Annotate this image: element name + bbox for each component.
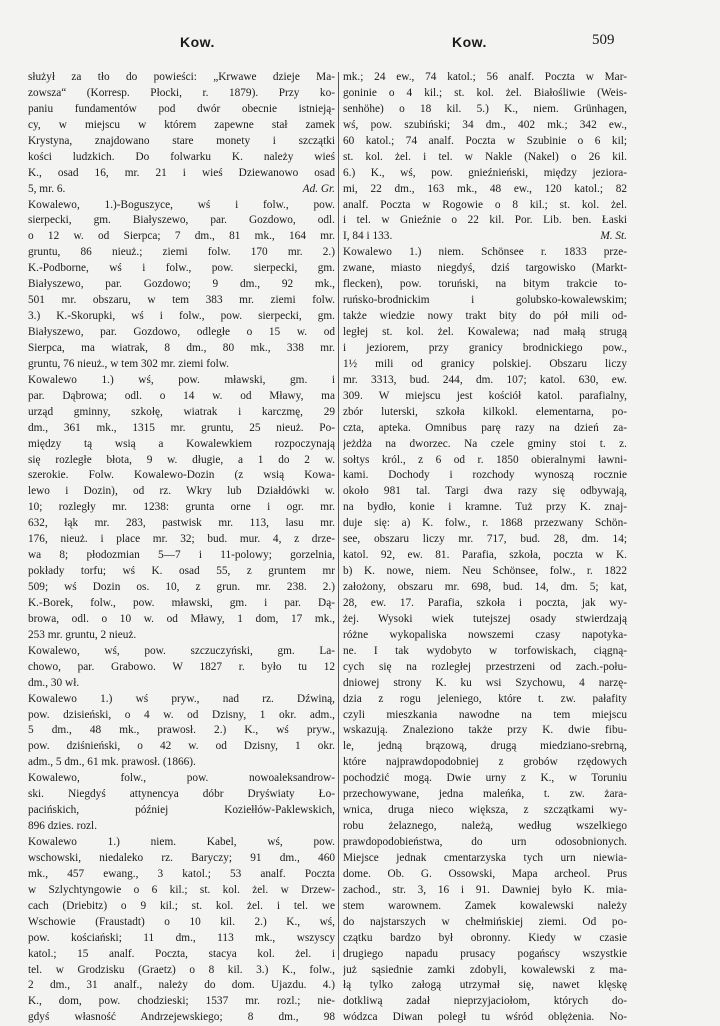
text-line	[343, 676, 627, 692]
text-line-content: stem warownem. Zamek kowalewski należy	[343, 899, 627, 912]
text-line	[343, 102, 627, 118]
text-line	[28, 341, 335, 357]
text-line	[28, 963, 335, 979]
text-line	[343, 994, 627, 1010]
author-signature: M. St.	[600, 230, 627, 243]
text-line	[343, 931, 627, 947]
text-line	[28, 150, 335, 166]
text-line	[28, 468, 335, 484]
running-header	[0, 32, 720, 54]
text-line	[343, 309, 627, 325]
text-line	[28, 261, 335, 277]
text-line	[343, 500, 627, 516]
text-line-content: na bydło, konie i kramne. Tuż przy K. znaj-	[343, 501, 627, 514]
text-line-content: senhöhe) o 18 kil. 5.) K., niem. Grünhagen,	[343, 102, 627, 115]
text-line-content: między tą wsią a Kowalewkiem rozpoczynają	[28, 437, 335, 450]
text-line	[28, 548, 335, 564]
text-line	[28, 182, 335, 198]
text-line-content: służył za tło do powieści: „Krwawe dzieje Ma-	[28, 71, 335, 83]
text-line-content: pow. kościański; 11 dm., 113 mk., wszyscy	[28, 931, 335, 944]
text-line	[343, 245, 627, 261]
text-line-content: dome. Ob. G. Ossowski, Mapa archeol. Prus	[343, 867, 627, 880]
text-line	[343, 357, 627, 373]
text-line-content: urząd gminny, szkołę, wiatrak i karczmę, 29	[28, 405, 335, 418]
text-line-content: katol. 92, ew. 81. Parafia, szkoła, poczta w K.	[343, 549, 627, 562]
text-line	[343, 134, 627, 150]
text-line-content: cach (Driebitz) o 9 kil.; st. kol. żel. i tel. we	[28, 899, 335, 912]
text-line-content: prawdopodobieństwa, do urn odosobnionych.	[343, 836, 627, 848]
text-line	[28, 373, 335, 389]
text-line	[28, 118, 335, 134]
text-line-content: Krystyna, znajdowano stare monety i szczątki	[28, 134, 335, 147]
text-line	[28, 739, 335, 755]
text-line-content: dzia z rogu jeleniego, które t. zw. pałafity	[343, 692, 627, 705]
text-line-content: katol.; 15 analf. Poczta, stacya kol. żel. i	[28, 947, 335, 960]
text-line-content: K., osad 16, mr. 21 i wieś Dziewanowo osad	[28, 166, 335, 179]
text-line	[28, 947, 335, 963]
text-line	[28, 692, 335, 708]
text-line	[28, 437, 335, 453]
text-line-content: 10; rozległy mr. 1238: grunta orne i ogr. mr.	[28, 501, 335, 514]
text-line	[343, 277, 627, 293]
text-line-content: zowsza“ (Korresp. Płocki, r. 1879). Przy ko-	[28, 86, 335, 99]
text-line	[343, 118, 627, 134]
text-line	[28, 628, 335, 644]
text-line	[28, 421, 335, 437]
text-line	[28, 198, 335, 214]
text-line	[343, 835, 627, 851]
header-left-word: Kow.	[180, 34, 215, 50]
text-line	[28, 596, 335, 612]
text-line-content: przechowywane, jedna maleńka, t. zw. żara-	[343, 788, 627, 801]
text-line-content: pokłady torfu; wś K. osad 55, z gruntem mr	[28, 565, 335, 578]
text-line	[343, 660, 627, 676]
text-line-content: flecken), pow. toruński, na bitym trakcie to-	[343, 278, 627, 291]
text-line-content: 309. W miejscu jest kościół katol. parafialny,	[343, 389, 627, 402]
text-line	[343, 723, 627, 739]
text-line	[28, 994, 335, 1010]
text-line	[28, 389, 335, 405]
column-divider	[338, 72, 339, 960]
text-line-content: Białyszewo, par. Gozdowo; 9 dm., 92 mk.,	[28, 278, 335, 291]
text-line	[28, 612, 335, 628]
text-line	[28, 564, 335, 580]
text-line	[28, 166, 335, 182]
text-line	[28, 851, 335, 867]
text-line-content: 501 mr. obszaru, w tem 383 mr. ziemi folw.	[28, 294, 335, 307]
text-line-content: czyli mieszkania nawodne na tem miejscu	[343, 708, 627, 721]
text-line-content: drugiego napadu prusacy pogańscy wszystkie	[343, 947, 627, 960]
page-number: 509	[592, 32, 615, 48]
text-line	[343, 755, 627, 771]
text-line-content: w Szlychtyngowie o 6 kil.; st. kol. żel. w Drzew-	[28, 883, 335, 896]
text-line-content: dm., 361 mk., 1315 mr. gruntu, 25 nieuż. Po-	[28, 421, 335, 434]
text-line	[343, 947, 627, 963]
text-line-content: wschowski, niedaleko rz. Baryczy; 91 dm., 460	[28, 851, 335, 864]
text-line-content: zwane, miasto niegdyś, dziś targowisko (Markt-	[343, 262, 627, 275]
text-line-content: Kowalewo, folw., pow. nowoaleksandrow-	[28, 772, 335, 785]
text-line-content: kami. Dochody i rozchody wynoszą rocznie	[343, 469, 627, 482]
text-line	[28, 453, 335, 469]
text-line	[343, 628, 627, 644]
text-line	[343, 532, 627, 548]
text-line-content: cy, w miejscu w którem zapewne stał zamek	[28, 118, 335, 131]
text-line	[28, 1010, 335, 1026]
text-line	[343, 708, 627, 724]
text-line	[28, 500, 335, 516]
text-line	[343, 405, 627, 421]
text-line	[343, 771, 627, 787]
text-line	[28, 771, 335, 787]
text-line-content: Kowalewo 1.) niem. Kabel, wś, pow.	[28, 836, 335, 848]
text-line	[343, 453, 627, 469]
left-text-column	[28, 70, 335, 1026]
text-line	[343, 261, 627, 277]
text-line	[28, 86, 335, 102]
text-line	[28, 277, 335, 293]
text-line-content: 253 mr. gruntu, 2 nieuż.	[28, 628, 137, 641]
text-line	[343, 341, 627, 357]
text-line	[28, 102, 335, 118]
text-line	[343, 293, 627, 309]
text-line	[343, 803, 627, 819]
text-line-content: 28, ew. 17. Parafia, szkoła i poczta, jak wy-	[343, 596, 627, 609]
text-line	[343, 325, 627, 341]
text-line	[343, 229, 627, 245]
text-line	[28, 484, 335, 500]
text-line	[343, 437, 627, 453]
text-line	[28, 787, 335, 803]
text-line-content: 5, mr. 6.	[28, 182, 66, 195]
text-line-content: 2 dm., 31 analf., należy do dom. Ujazdu. 4.)	[28, 979, 335, 992]
text-line-content: wódzca Diwan poległ tu wśród oblężenia. No-	[343, 1011, 627, 1024]
text-line-content: czta, apteka. Omnibus parę razy na dzień za-	[343, 421, 627, 434]
text-line-content: 60 katol.; 74 analf. Poczta w Szubinie o 6 kil;	[343, 134, 627, 147]
text-line-content: pow. dziśnieński, o 42 w. od Dzisny, 1 okr.	[28, 740, 335, 753]
text-line-content: K.-Borek, folw., pow. mławski, gm. i par. Dą-	[28, 596, 335, 609]
text-line-content: gdyś własność Andrzejewskiego; 8 dm., 98	[28, 1011, 335, 1024]
text-line-content: ski. Niegdyś attynencya dóbr Dryświaty Ło-	[28, 788, 335, 801]
text-line-content: Miejsce jednak cmentarzyska tych urn niewia-	[343, 851, 627, 864]
text-line	[343, 389, 627, 405]
text-line-content: K., dom, pow. chodzieski; 1537 mr. rozl.; nie-	[28, 995, 335, 1008]
text-line	[28, 325, 335, 341]
text-line-content: 1½ mili od granicy polskiej. Obszaru liczy	[343, 357, 627, 370]
text-line	[343, 580, 627, 596]
text-line-content: czątku bardzo był obronny. Kiedy w czasie	[343, 931, 627, 944]
text-line-content: see, obszaru liczy mr. 717, bud. 28, dm. 14;	[343, 533, 627, 546]
text-line-content: 5 dm., 48 mk., prawosł. 2.) K., wś pryw.,	[28, 724, 335, 737]
text-line	[28, 580, 335, 596]
text-line	[343, 851, 627, 867]
text-line-content: ruńsko-brodnickim i golubsko-kowalewskim;	[343, 294, 627, 307]
text-line-content: pochodzić mogą. Dwie urny z K., w Toruniu	[343, 772, 627, 785]
text-line	[343, 516, 627, 532]
text-line	[28, 883, 335, 899]
text-line-content: 6.) K., wś, pow. gnieźnieński, między jeziora-	[343, 166, 627, 179]
text-line-content: szerokie. Folw. Kowalewo-Dozin (z wsią Kowa-	[28, 469, 335, 482]
text-line	[28, 819, 335, 835]
text-line-content: robu żelaznego, należą, według wszelkiego	[343, 820, 627, 833]
text-line-content: st. kol. żel. i tel. w Nakle (Nakel) o 26 kil.	[343, 150, 627, 163]
text-line	[343, 915, 627, 931]
text-line-content: już sąsiednie zamki zdobyli, kowalewski z ma-	[343, 963, 627, 976]
text-line	[343, 86, 627, 102]
text-line	[343, 213, 627, 229]
text-line-content: Kowalewo 1.) niem. Schönsee r. 1833 prze-	[343, 246, 627, 259]
text-line	[343, 963, 627, 979]
text-line-content: żej. Wysoki wiek tutejszej osady stwierdzają	[343, 612, 627, 625]
text-line	[343, 373, 627, 389]
text-line-content: i jeziorem, przy granicy brodnickiego pow.,	[343, 341, 627, 354]
text-line	[343, 867, 627, 883]
text-line	[343, 564, 627, 580]
text-line	[28, 245, 335, 261]
text-line-content: browa, odl. o 10 w. od Mławy, 1 dom, 17 mk.,	[28, 612, 335, 625]
text-line	[28, 978, 335, 994]
text-line	[343, 883, 627, 899]
text-line	[343, 548, 627, 564]
text-line-content: mk.; 24 ew., 74 katol.; 56 analf. Poczta w Mar-	[343, 71, 627, 83]
text-line-content: Kowalewo, wś, pow. szczuczyński, gm. La-	[28, 644, 335, 657]
text-line-content: dm., 30 wł.	[28, 676, 80, 689]
text-line	[28, 532, 335, 548]
text-line-content: cych się na rozległej przestrzeni od zach.-połu-	[343, 660, 627, 673]
text-line	[28, 309, 335, 325]
text-line-content: dniowej strony K. ku wsi Szychowu, 4 narzę-	[343, 676, 627, 689]
text-line-content: 896 dzies. rozl.	[28, 820, 98, 833]
text-line-content: różne wykopaliska nowszemi czasy napotyka-	[343, 628, 627, 641]
text-line	[343, 70, 627, 86]
text-line	[28, 931, 335, 947]
text-line-content: które najprawdopodobniej z grobów rzędowych	[343, 756, 627, 769]
text-line	[343, 166, 627, 182]
text-line-content: par. Dąbrowa; odl. o 14 w. od Mławy, ma	[28, 389, 335, 402]
text-line-content: gruntu, 76 nieuż., w tem 302 mr. ziemi folw.	[28, 357, 230, 370]
text-line-content: pow. dzisieński, o 4 w. od Dzisny, 1 okr. adm.,	[28, 708, 335, 721]
text-line-content: jeżdża na dworzec. Na czele gminy stoi t. z.	[343, 437, 627, 450]
text-line-content: założony, obszaru mr. 698, bud. 14, dm. 5; kat,	[343, 581, 627, 593]
text-line-content: adm., 5 dm., 61 mk. prawosł. (1866).	[28, 756, 196, 769]
text-line	[343, 182, 627, 198]
text-line	[28, 293, 335, 309]
text-line-content: ległej st. kol. żel. Kowalewa; nad małą strugą	[343, 326, 627, 338]
text-line-content: zbór luterski, szkoła kilkokl. elementarna, po-	[343, 405, 627, 418]
text-line	[343, 899, 627, 915]
text-line-content: I, 84 i 133.	[343, 230, 393, 243]
text-line	[343, 739, 627, 755]
text-line	[28, 644, 335, 660]
text-line	[28, 134, 335, 150]
text-line-content: zachod., str. 3, 16 i 91. Dawniej było K. mia-	[343, 883, 627, 896]
text-line	[28, 835, 335, 851]
text-line-content: 632, łąk mr. 283, pastwisk mr. 113, lasu mr.	[28, 517, 335, 530]
text-line-content: analf. Poczta w Rogowie o 8 kil.; st. kol. żel.	[343, 198, 627, 211]
text-line	[343, 787, 627, 803]
text-line-content: się rozległe błota, 9 w. długie, a 1 do 2 w.	[28, 453, 335, 466]
text-line-content: tel. w Grodzisku (Graetz) o 8 kil. 3.) K., folw.,	[28, 963, 335, 976]
text-line-content: mk., 457 ewang., 3 katol.; 53 analf. Poczta	[28, 867, 335, 880]
text-line-content: le, jedną brązową, drugą miedziano-srebrną,	[343, 740, 627, 753]
text-line	[28, 516, 335, 532]
text-line-content: K.-Podborne, wś i folw., pow. sierpecki, gm.	[28, 262, 335, 275]
text-line	[28, 213, 335, 229]
text-line	[343, 150, 627, 166]
text-line-content: pacińskich, później Koziełłów-Paklewskich,	[28, 804, 335, 817]
text-line-content: Kowalewo, 1.)-Boguszyce, wś i folw., pow.	[28, 198, 335, 211]
text-line-content: około 981 tal. Targi dwa razy się odbywają,	[343, 485, 627, 498]
text-line-content: 509; wś Dozin os. 10, z grun. mr. 238. 2.)	[28, 581, 335, 593]
text-line-content: Kowalewo 1.) wś pryw., nad rz. Dźwiną,	[28, 692, 335, 705]
text-line	[28, 660, 335, 676]
text-line-content: wa 8; płodozmian 5—7 i 11-polowy; gorzelnia,	[28, 549, 335, 562]
text-line	[28, 70, 335, 86]
header-right-word: Kow.	[452, 34, 487, 50]
text-line	[28, 723, 335, 739]
text-line	[28, 899, 335, 915]
text-line-content: sierpecki, gm. Białyszewo, par. Gozdowo, odl.	[28, 214, 335, 227]
text-line	[28, 676, 335, 692]
text-line-content: o 12 w. od Sierpca; 7 dm., 81 mk., 164 mr.	[28, 230, 335, 243]
text-line-content: 3.) K.-Skorupki, wś i folw., pow. sierpecki, gm.	[28, 310, 335, 323]
text-line-content: do najstarszych w chełmińskiej ziemi. Od po-	[343, 915, 627, 928]
text-line-content: łą tylko załogą utrzymał się, nawet klęskę	[343, 979, 627, 992]
text-line-content: chowo, par. Grabowo. W 1827 r. było tu 12	[28, 660, 335, 673]
text-line-content: paniu fundamentów pod dwór obecnie istnieją-	[28, 102, 335, 115]
text-line-content: goninie o 4 kil.; st. kol. żel. Białośliwie (Weis-	[343, 86, 627, 99]
text-line-content: kości ludzkich. Do folwarku K. należy wieś	[28, 150, 335, 163]
text-line-content: mr. 3313, bud. 244, dm. 107; katol. 630, ew.	[343, 373, 627, 386]
text-line	[28, 915, 335, 931]
text-line	[343, 421, 627, 437]
text-line	[28, 357, 335, 373]
text-line-content: wskazują. Znaleziono także przy K. dwie fibu-	[343, 724, 627, 737]
text-line-content: wś, pow. szubiński; 34 dm., 402 mk.; 342 ew.,	[343, 118, 627, 131]
text-line-content: gruntu, 86 nieuż.; ziemi folw. 170 mr. 2.)	[28, 246, 335, 259]
text-line	[28, 755, 335, 771]
text-line	[343, 468, 627, 484]
text-line	[343, 612, 627, 628]
text-line-content: ne. I tak wydobyto w torfowiskach, ciągną-	[343, 644, 627, 657]
text-line	[343, 819, 627, 835]
text-line-content: także wiedzie nowy trakt bity do pół mili od-	[343, 310, 627, 323]
author-signature: Ad. Gr.	[302, 182, 335, 195]
text-line	[343, 644, 627, 660]
text-line-content: duje się: a) K. folw., r. 1868 przezwany Schön-	[343, 517, 627, 530]
text-line-content: dotkliwą zadał nieprzyjaciołom, których do-	[343, 995, 627, 1008]
text-line	[343, 198, 627, 214]
text-line-content: lewo i Dozin), od rz. Wkry lub Działdówki w.	[28, 485, 335, 498]
right-text-column	[343, 70, 627, 1026]
text-line-content: b) K. nowe, niem. Neu Schönsee, folw., r. 1822	[343, 565, 627, 578]
text-line	[343, 484, 627, 500]
text-line	[28, 803, 335, 819]
text-line	[28, 229, 335, 245]
text-line-content: wnica, druga nieco większa, z szczątkami wy-	[343, 804, 627, 817]
text-line-content: Sierpca, ma wiatrak, 8 dm., 80 mk., 338 mr.	[28, 341, 335, 354]
text-line-content: Białyszewo, par. Gozdowo, odległe o 15 w. od	[28, 326, 335, 338]
text-line	[343, 1010, 627, 1026]
text-line-content: i tel. w Gnieźnie o 22 kil. Por. Lib. ben. Łaski	[343, 214, 627, 227]
text-line	[343, 596, 627, 612]
text-line	[28, 867, 335, 883]
text-line-content: mi, 22 dm., 163 mk., 48 ew., 120 katol.; 82	[343, 182, 627, 195]
text-line-content: Wschowie (Fraustadt) o 10 kil. 2.) K., wś,	[28, 915, 335, 928]
text-line-content: Kowalewo 1.) wś, pow. mławski, gm. i	[28, 373, 335, 386]
text-line	[343, 692, 627, 708]
text-line-content: sołtys król., z 6 od r. 1850 obieralnymi ławni-	[343, 453, 627, 466]
text-line	[28, 708, 335, 724]
text-line	[343, 978, 627, 994]
text-line	[28, 405, 335, 421]
text-line-content: 176, nieuż. i place mr. 32; bud. mur. 4, z drze-	[28, 533, 335, 546]
